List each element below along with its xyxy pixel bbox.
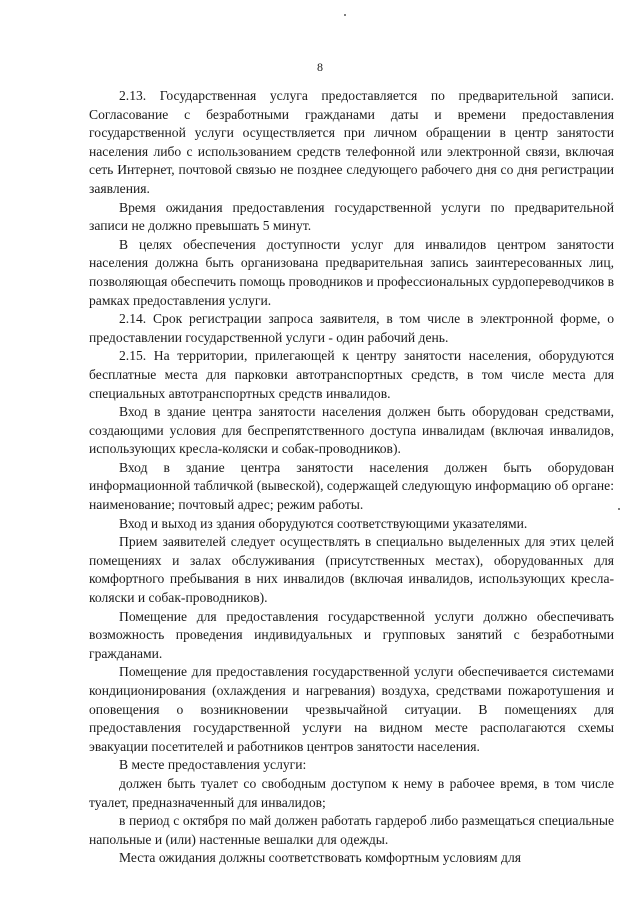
paragraph-reception-rooms: Прием заявителей следует осуществлять в специально выделенных для этих целей помещениях и залах обслуживания (присутственных местах), оборудованных для комфортного пребывания в них инвалидов (включая инвалидов, использующих кресла-коляски и собак-проводников). (89, 534, 614, 606)
page-number: 8 (317, 60, 323, 74)
paragraph-waiting-places: Места ожидания должны соответствовать комфортным условиям для (119, 850, 522, 866)
paragraph-2-15: 2.15. На территории, прилегающей к центру занятости населения, оборудуются бесплатные места для парковки автотранспортных средств, в том числе места для специальных автотранспортных средств инвалидов. (89, 348, 614, 401)
paragraph-room-systems: Помещение для предоставления государственной услуги обеспечивается системами кондиционирования (охлаждения и нагревания) воздуха, средствами пожаротушения и оповещения о возникновении чрезвычайной ситуации. В помещениях для предоставления государственной услуги на видном месте располагаются схемы эвакуации посетителей и работников центров занятости населения. (89, 664, 614, 754)
paragraph-room-capability: Помещение для предоставления государственной услуги должно обеспечивать возможность проведения индивидуальных и групповых занятий с безработными гражданами. (89, 608, 614, 661)
paragraph-waiting-time: Время ожидания предоставления государственной услуги по предварительной записи не должно превышать 5 минут. (89, 199, 614, 234)
scan-speck (344, 14, 346, 16)
paragraph-entrance-sign: Вход в здание центра занятости населения должен быть оборудован информационной табличкой (вывеской), содержащей следующую информацию об органе: наименование; почтовый адрес; режим работы. (89, 459, 614, 513)
paragraph-2-14: 2.14. Срок регистрации запроса заявителя, в том числе в электронной форме, о предоставлении государственной услуги - один рабочий день. (89, 311, 614, 345)
paragraph-disabled-access: В целях обеспечения доступности услуг для инвалидов центром занятости населения должна быть организована предварительная запись заинтересованных лиц, позволяющая обеспечить помощь проводников и профессиональных сурдопереводчиков в рамках предоставления услуги. (89, 236, 614, 308)
paragraph-2-13: 2.13. Государственная услуга предоставляется по предварительной записи. Согласование с безработными гражданами даты и времени предоставления государственной услуги осуществляется при личном обращении в центр занятости населения либо с использованием средств телефонной или электронной связи, включая сеть Интернет, почтовой связью не позднее следующего рабочего дня со дня регистрации заявления. (89, 88, 614, 196)
scan-speck (618, 508, 620, 510)
paragraph-wardrobe: в период с октября по май должен работать гардероб либо размещаться специальные напольные и (или) настенные вешалки для одежды. (89, 813, 614, 847)
paragraph-entrance-access: Вход в здание центра занятости населения должен быть оборудован средствами, создающими условия для беспрепятственного доступа инвалидам (включая инвалидов, использующих кресла-коляски и собак-проводников). (89, 404, 614, 457)
paragraph-toilet: должен быть туалет со свободным доступом к нему в рабочее время, в том числе туалет, предназначенный для инвалидов; (89, 775, 614, 810)
document-body (89, 87, 614, 868)
paragraph-service-place: В месте предоставления услуги: (119, 757, 307, 773)
paragraph-entrance-exit: Вход и выход из здания оборудуются соответствующими указателями. (119, 515, 528, 531)
